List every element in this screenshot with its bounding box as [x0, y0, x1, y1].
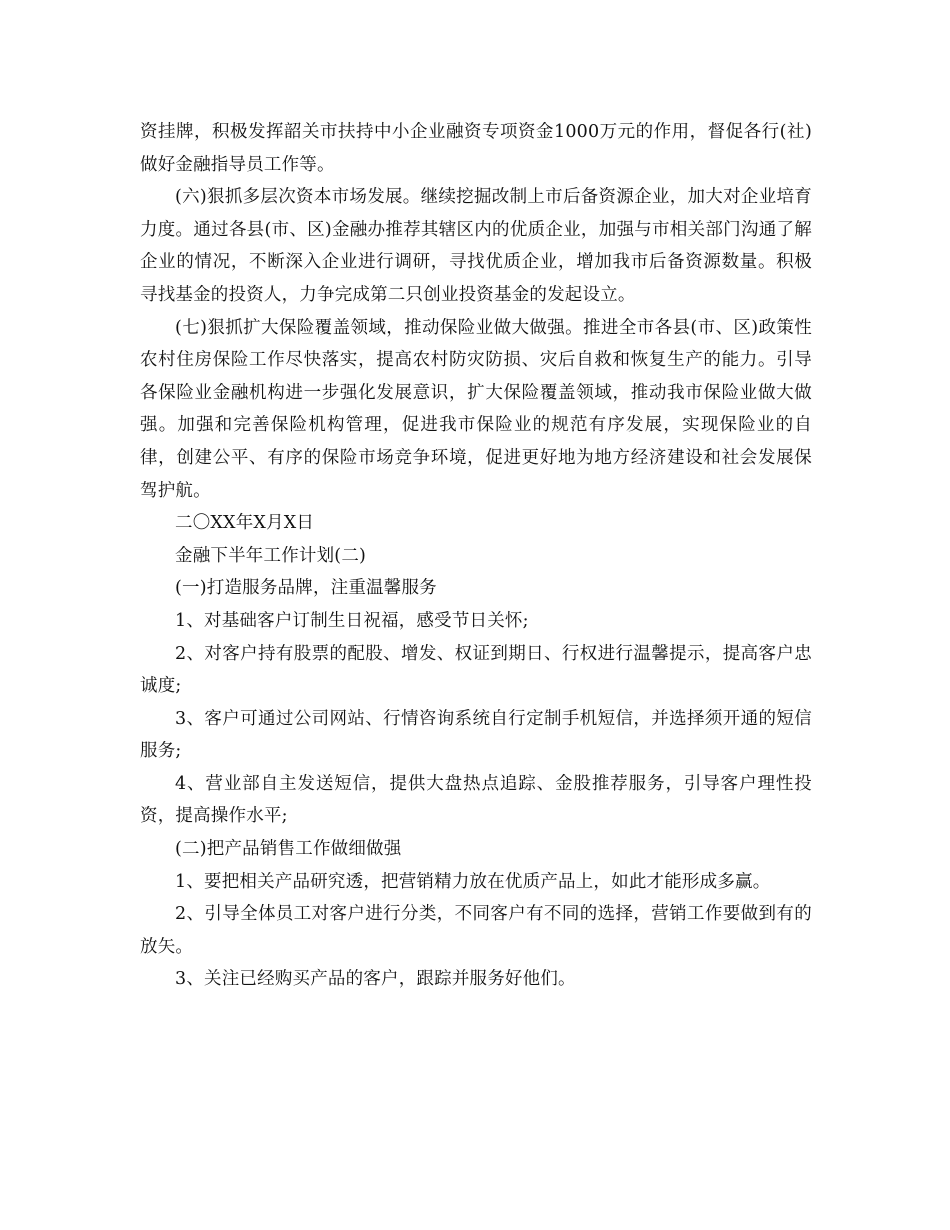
paragraph-section-7: (七)狠抓扩大保险覆盖领域，推动保险业做大做强。推进全市各县(市、区)政策性农村住房保险工作尽快落实，提高农村防灾防损、灾后自救和恢复生产的能力。引导各保险业金融机构进一步强化发展意识，扩大保险覆盖领域，推动我市保险业做大做强。加强和完善保险机构管理，促进我市保险业的规范有序发展，实现保险业的自律，创建公平、有序的保险市场竞争环境，促进更好地为地方经济建设和社会发展保驾护航。 — [140, 317, 812, 501]
list-item: 3、关注已经购买产品的客户，跟踪并服务好他们。 — [175, 969, 576, 990]
document-body — [140, 116, 812, 996]
date-line: 二〇XX年X月X日 — [175, 513, 315, 534]
subheading-2: (二)把产品销售工作做细做强 — [175, 839, 402, 860]
list-item: 3、客户可通过公司网站、行情咨询系统自行定制手机短信，并选择须开通的短信服务; — [140, 708, 812, 762]
subheading-1: (一)打造服务品牌，注重温馨服务 — [175, 578, 437, 599]
list-item: 1、要把相关产品研究透，把营销精力放在优质产品上，如此才能形成多赢。 — [175, 871, 771, 892]
section-title: 金融下半年工作计划(二) — [175, 545, 367, 566]
paragraph-section-6: (六)狠抓多层次资本市场发展。继续挖掘改制上市后备资源企业，加大对企业培育力度。通过各县(市、区)金融办推荐其辖区内的优质企业，加强与市相关部门沟通了解企业的情况，不断深入企业进行调研，寻找优质企业，增加我市后备资源数量。积极寻找基金的投资人，力争完成第二只创业投资基金的发起设立。 — [140, 187, 812, 305]
list-item: 4、营业部自主发送短信，提供大盘热点追踪、金股推荐服务，引导客户理性投资，提高操作水平; — [140, 773, 812, 827]
list-item: 2、对客户持有股票的配股、增发、权证到期日、行权进行温馨提示，提高客户忠诚度; — [140, 643, 812, 697]
list-item: 1、对基础客户订制生日祝福，感受节日关怀; — [175, 610, 529, 631]
paragraph-continuation: 资挂牌，积极发挥韶关市扶持中小企业融资专项资金1000万元的作用，督促各行(社)做好金融指导员工作等。 — [140, 122, 812, 175]
list-item: 2、引导全体员工对客户进行分类，不同客户有不同的选择，营销工作要做到有的放矢。 — [140, 904, 812, 957]
